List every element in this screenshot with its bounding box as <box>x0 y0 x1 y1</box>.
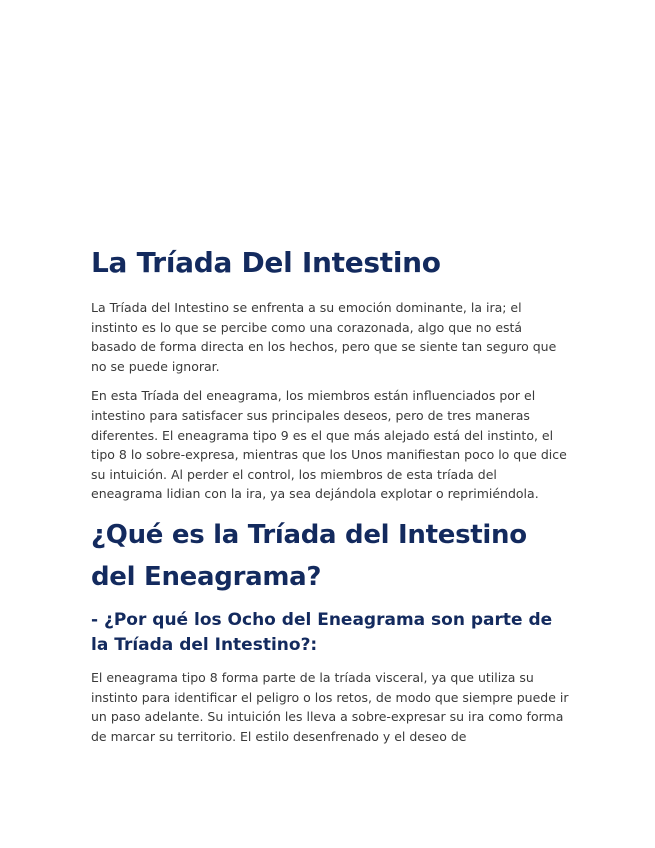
triad-description-paragraph: En esta Tríada del eneagrama, los miembros están influenciados por el intestino para satisfacer sus principales deseos, pero de tres maneras diferentes. El eneagrama tipo 9 es el que más alejado está del instinto, el tipo 8 lo sobre-expresa, mientras que los Unos manifiestan poco lo que dice su intuición. Al perder el control, los miembros de esta tríada del eneagrama lidian con la ira, ya sea dejándola explotar o reprimiéndola. <box>91 388 567 502</box>
type-eight-paragraph: El eneagrama tipo 8 forma parte de la tríada visceral, ya que utiliza su instinto para identificar el peligro o los retos, de modo que siempre puede ir un paso adelante. Su intuición les lleva a sobre-expresar su ira como forma de marcar su territorio. El estilo desenfrenado y el deseo de <box>91 669 569 744</box>
question-heading: ¿Qué es la Tríada del Intestino del Eneagrama? <box>91 519 527 592</box>
intro-paragraph: La Tríada del Intestino se enfrenta a su emoción dominante, la ira; el instinto es lo que se percibe como una corazonada, algo que no está basado de forma directa en los hechos, pero que se siente tan seguro que no se puede ignorar. <box>91 300 557 374</box>
article-heading-intestine-triad: La Tríada Del Intestino <box>91 246 441 279</box>
type-eight-subheading: - ¿Por qué los Ocho del Eneagrama son parte de la Tríada del Intestino?: <box>91 609 553 655</box>
article-content <box>91 242 569 756</box>
